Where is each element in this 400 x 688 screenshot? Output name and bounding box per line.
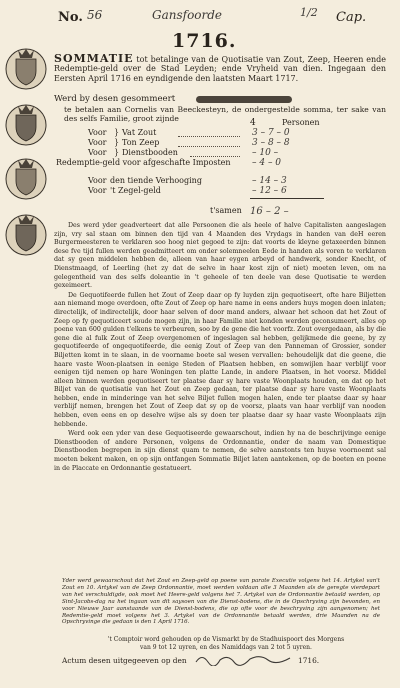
row-label: Voor xyxy=(88,186,107,195)
coat-of-arms-seal-3 xyxy=(4,152,48,204)
number-label: No. xyxy=(58,10,83,25)
row-servants xyxy=(88,148,388,158)
coat-of-arms-seal-2 xyxy=(4,98,48,150)
row-item: Vat Zout xyxy=(122,128,157,137)
paragraph-exemption: Des werd yder geadverteert dat alle Persoonen die als heele of halve Capitalisten aangeslagen zijn, vry sal staan om binnen den tijd van 4 Maanden des Vrydags in handen van deH eeren Burgermeesteren te verklaren soo hoog niet gegoed te zijn: dat voorts de kleyne getaxeerden binnen dese fve tijd fullen werden geadmitteert om onder solemneelen Eede in handen als voren te verklaren dat sy geen middelen hebben de, alleen van haar eygen arbeyd of handwerk, sonder Knecht, of Dienstmaagd, of Leerling (het zy dat de selve in haar kost zijn of niet) moeten leven, om na gelegentheid van des selfs doleantie in 't geheele of ten deele van dese Quotisatie te werden gexeimeert. xyxy=(54,222,386,290)
body-text xyxy=(54,222,386,473)
handwritten-fraction: 1/2 xyxy=(300,6,318,19)
row-label: Voor xyxy=(88,176,107,185)
row-amount: – 10 – xyxy=(252,148,279,158)
assessment-line: Werd by desen gesommeert xyxy=(54,94,176,104)
title-lead: SOMMATIE xyxy=(54,52,134,65)
row-total xyxy=(210,206,390,218)
row-tenth-increase xyxy=(88,176,388,186)
row-dots xyxy=(178,136,240,137)
payment-line: te betalen aan Cornelis van Beeckesteyn, de ondergestelde somma, ter sake van des selfs Familie, groot zijnde xyxy=(64,105,386,123)
row-item: 't Zegel-geld xyxy=(110,186,161,195)
persons-label: Personen xyxy=(282,118,320,127)
row-amount: – 12 – 6 xyxy=(252,186,287,196)
title-text: tot betalinge van de Quotisatie van Zout, Zeep, Heeren ende Redemptie-geld over de Stad Leyden; ende Vryheid van dien. Ingegaan den Eersten April 1716 en eyndigende den laatsten Maart 1717. xyxy=(54,55,386,83)
row-amount: – 14 – 3 xyxy=(252,176,287,186)
footer-given-label: Actum desen uitgegeeven op den xyxy=(62,656,187,665)
total-label: t'samen xyxy=(210,206,242,215)
row-amount: – 4 – 0 xyxy=(252,158,282,168)
year-heading: 1716. xyxy=(172,30,237,52)
coat-of-arms-seal-1 xyxy=(4,42,48,94)
row-label: Voor xyxy=(88,148,107,157)
row-amount: 3 – 7 – 0 xyxy=(252,128,290,138)
row-dots xyxy=(190,156,240,157)
coat-of-arms-seal-4 xyxy=(4,208,48,260)
row-dots xyxy=(178,146,240,147)
row-item: den tiende Verhooging xyxy=(110,176,202,185)
row-item: Redemptie-geld voor afgeschafte Imposten xyxy=(56,158,231,167)
row-brace: } xyxy=(114,128,120,137)
row-salt xyxy=(88,128,388,138)
row-redemption xyxy=(56,158,386,168)
row-amount: 3 – 8 – 8 xyxy=(252,138,290,148)
row-brace: } xyxy=(114,148,120,157)
cap-label: Cap. xyxy=(336,10,367,25)
paragraph-servants: Werd ook een yder van dese Gequotiseerde gewaarschout, indien hy na de beschrijvinge eenige Dienstbooden of andere Personen, volgens de Ordonnantie, onder de naam van Domestique Dienstbooden begrepen in sijn dienst quam te nemen, de selve aanstonts ten huyse voornoemt sal moeten bekent maken, en op sijn ontfangen Sommatie Biljet laten aantekenen, op de boeten en poene in de Placcate en Ordonnantie gestatueert. xyxy=(54,430,386,472)
row-stamp-fee xyxy=(88,186,388,196)
notice-warning: Yder werd gewaarschout dat het Zout en Zeep-geld op poene van parate Executie volgens het 14. Artykel van't Zout en 10. Artykel van de Zeep Ordonnantie, moet werden voldaan alle 3 Maanden als de geregte vierdepart van het verschuldigde, ook moet het Heere-geld volgens het 7. Artykel van de Ordonnantie betaald werden, op Sint-Jacobs-dag na het ingaan van dit saysoen van die Dienst-bodens, die in de Opschryving zijn bevonden, en voor Nieuwe Jaar aanstaande van de Dienst-bodens, die op ofte voor de beschryving zijn aangenomen; het Redemtie-geld moet volgens het 3. Artykel van de Ordonnantie betaald werden, drie Maanden na de Opschryvinge die gedaan is den 1 April 1716. xyxy=(62,578,380,626)
persons-value: 4 xyxy=(250,118,256,128)
row-brace: } xyxy=(114,138,120,147)
total-amount: 16 – 2 – xyxy=(250,206,289,217)
redacted-ink-mark xyxy=(196,96,292,103)
total-underline xyxy=(250,198,324,199)
handwritten-name: Gansfoorde xyxy=(152,8,223,22)
row-item: Dienstbooden xyxy=(122,148,178,157)
title-block xyxy=(54,54,386,83)
row-soap xyxy=(88,138,388,148)
row-item: Ton Zeep xyxy=(122,138,160,147)
office-hours-line-1: 't Comptoir word gehouden op de Vismarkt by de Stadhuispoort des Morgens xyxy=(107,636,345,643)
office-hours-line-2: van 9 tot 12 uyren, en des Namiddags van 2 tot 5 uyren. xyxy=(140,644,312,651)
row-label: Voor xyxy=(88,138,107,147)
footer-year: 1716. xyxy=(298,656,320,665)
paragraph-salt-soap: De Gequotifeerde fullen het Zout of Zeep daar op fy luyden zijn gequotiseert, ofte hare Biljetten aan niemand moge overdoen, ofte Zout of Zeep op hare name in eens anders huys mogen doen inlaten; directelijk, of indirectelijk, door haar selven of door mand anders, alwaar het schoon dat het Zout of Zeep op fy gequoticeert soude mogen zijn, in haar Familie niet konden werden geconsumeert, alles op poene van 600 gulden t'elkens te verbeuren, soo by de gene die het voorfz. Zout overgedaan, als by die gene die al fulk Zout of Zeep overgenomen of ingeslagen sal hebben, gelijkmede die geene, by zy gequotifeerde of ongequotifeerde, die eenig Zout of Zeep van den Panneman of Grossier, sonder Biljetten komt in te slaan, in de voorname boete sal wesen vervallen: behoudelijk dat die geene, die haare vaste Woon-plaatsen in eenige Steden of Plaatsen hebben, en somwijlen haar verblijf voor eenigen tijd nemen op hare Woningen ten platte Lande, in andere Plaatsen, in het voorsz. Middel alleen binnen werden gequotiseert ter plaatse daar sy hare vaste Woonplaats houden, en dat op het Biljet van de quotisatie van het Zout en Zeep gedaan, ter plaatse daar sy hare vaste Woonplaats hebben, ende in minderinge van het selve Biljet fullen mogen halen, ende ter plaatse daar sy haar verblijf nemen, brengen het Zout of Zeep dat sy op de voorsz, plaats van haar verblijf van nooden hebben, even eens en op deselve wijse als sy doen ter plaatse daar sy haar vaste Woonplaats zijn hebbende. xyxy=(54,291,386,428)
handwritten-number: 56 xyxy=(87,8,103,22)
row-label: Voor xyxy=(88,128,107,137)
signature-scribble xyxy=(194,652,294,666)
